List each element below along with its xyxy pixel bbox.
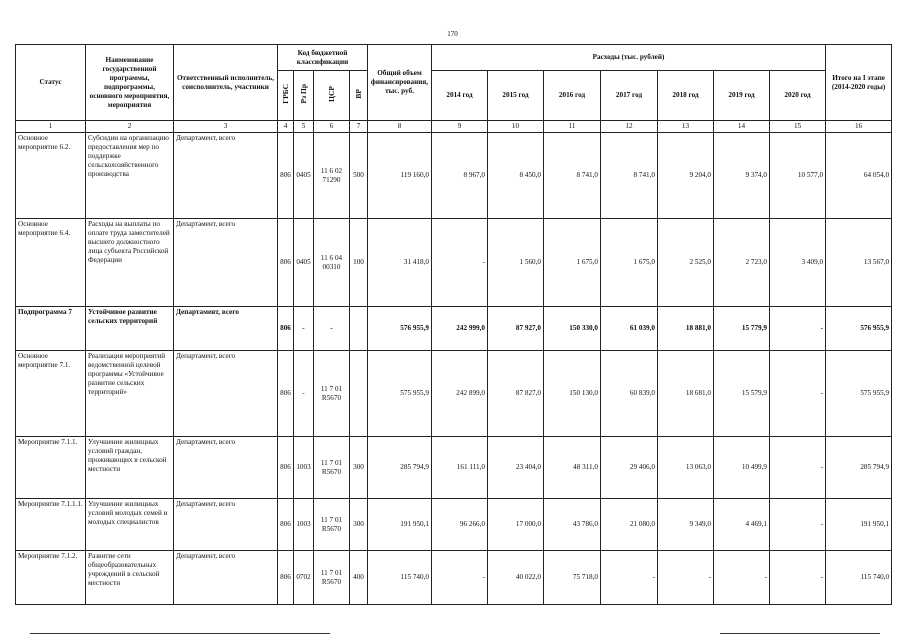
row-grbs: 806 xyxy=(278,351,294,437)
row-2017: - xyxy=(601,551,658,605)
table-row xyxy=(16,437,892,499)
row-grbs: 806 xyxy=(278,499,294,551)
row-total: 191 950,1 xyxy=(368,499,432,551)
header-year: 2016 год xyxy=(544,71,601,121)
row-2018: 18 881,0 xyxy=(658,307,714,351)
row-2014: 242 999,0 xyxy=(432,307,488,351)
budget-table xyxy=(15,44,892,605)
table-body xyxy=(16,133,892,605)
row-vr xyxy=(350,307,368,351)
row-2016: 150 330,0 xyxy=(544,307,601,351)
row-rzpr: 0405 xyxy=(294,133,314,219)
row-2014: 96 266,0 xyxy=(432,499,488,551)
row-status: Основное мероприятие 6.2. xyxy=(16,133,86,219)
header-expenses: Расходы (тыс. рублей) xyxy=(432,45,826,71)
row-2015: 1 560,0 xyxy=(488,219,544,307)
row-total: 119 160,0 xyxy=(368,133,432,219)
row-status: Мероприятие 7.1.1. xyxy=(16,437,86,499)
row-rzpr: 0405 xyxy=(294,219,314,307)
row-responsible: Департамент, всего xyxy=(174,437,278,499)
row-2020: - xyxy=(770,351,826,437)
row-vr: 400 xyxy=(350,551,368,605)
footer-rule-left xyxy=(30,633,330,634)
row-vr: 100 xyxy=(350,219,368,307)
row-status: Основное мероприятие 6.4. xyxy=(16,219,86,307)
column-number: 11 xyxy=(544,121,601,133)
column-number: 8 xyxy=(368,121,432,133)
row-2015: 23 404,0 xyxy=(488,437,544,499)
row-itogo: 115 740,0 xyxy=(826,551,892,605)
row-total: 575 955,9 xyxy=(368,351,432,437)
row-2015: 8 450,0 xyxy=(488,133,544,219)
row-itogo: 191 950,1 xyxy=(826,499,892,551)
row-2017: 21 080,0 xyxy=(601,499,658,551)
row-2020: - xyxy=(770,437,826,499)
table-row xyxy=(16,499,892,551)
row-itogo: 285 794,9 xyxy=(826,437,892,499)
column-number: 6 xyxy=(314,121,350,133)
row-status: Мероприятие 7.1.2. xyxy=(16,551,86,605)
header-year: 2019 год xyxy=(714,71,770,121)
row-2017: 8 741,0 xyxy=(601,133,658,219)
column-number: 16 xyxy=(826,121,892,133)
row-2015: 87 927,0 xyxy=(488,307,544,351)
row-csr: 11 6 02 71290 xyxy=(314,133,350,219)
row-grbs: 806 xyxy=(278,219,294,307)
header-grbs: ГРБС xyxy=(278,71,294,121)
row-responsible: Департамент, всего xyxy=(174,219,278,307)
row-2017: 29 406,0 xyxy=(601,437,658,499)
column-number: 3 xyxy=(174,121,278,133)
row-itogo: 64 054,0 xyxy=(826,133,892,219)
row-vr: 300 xyxy=(350,499,368,551)
row-2016: 1 675,0 xyxy=(544,219,601,307)
column-number: 4 xyxy=(278,121,294,133)
header-budget-code: Код бюджетной классификации xyxy=(278,45,368,71)
row-2018: 13 063,0 xyxy=(658,437,714,499)
row-responsible: Департамент, всего xyxy=(174,551,278,605)
row-total: 115 740,0 xyxy=(368,551,432,605)
row-vr xyxy=(350,351,368,437)
row-2018: - xyxy=(658,551,714,605)
row-2019: 10 499,9 xyxy=(714,437,770,499)
row-csr: 11 7 01 R5670 xyxy=(314,499,350,551)
row-itogo: 576 955,9 xyxy=(826,307,892,351)
row-2014: 8 967,0 xyxy=(432,133,488,219)
row-2020: 3 409,0 xyxy=(770,219,826,307)
row-2015: 40 022,0 xyxy=(488,551,544,605)
table-row xyxy=(16,133,892,219)
column-number: 14 xyxy=(714,121,770,133)
row-responsible: Департамент, всего xyxy=(174,499,278,551)
table-row xyxy=(16,307,892,351)
row-name: Субсидии на организацию предоставления мер по поддержке сельскохозяйственного производства xyxy=(86,133,174,219)
row-csr: 11 7 01 R5670 xyxy=(314,351,350,437)
header-responsible: Ответственный исполнитель, соисполнитель, участники xyxy=(174,45,278,121)
column-number-row xyxy=(16,121,892,133)
header-year: 2020 год xyxy=(770,71,826,121)
row-grbs: 806 xyxy=(278,133,294,219)
row-csr: 11 6 04 00310 xyxy=(314,219,350,307)
column-number: 1 xyxy=(16,121,86,133)
row-rzpr: 1003 xyxy=(294,499,314,551)
row-2015: 87 827,0 xyxy=(488,351,544,437)
row-rzpr: 0702 xyxy=(294,551,314,605)
column-number: 15 xyxy=(770,121,826,133)
row-itogo: 13 567,0 xyxy=(826,219,892,307)
row-grbs: 806 xyxy=(278,437,294,499)
row-2016: 8 741,0 xyxy=(544,133,601,219)
row-status: Подпрограмма 7 xyxy=(16,307,86,351)
header-csr: ЦСР xyxy=(314,71,350,121)
row-2017: 1 675,0 xyxy=(601,219,658,307)
row-2019: 15 579,9 xyxy=(714,351,770,437)
row-2018: 9 204,0 xyxy=(658,133,714,219)
row-total: 576 955,9 xyxy=(368,307,432,351)
header-year: 2018 год xyxy=(658,71,714,121)
row-2018: 9 349,0 xyxy=(658,499,714,551)
row-2017: 61 039,0 xyxy=(601,307,658,351)
row-total: 31 418,0 xyxy=(368,219,432,307)
row-responsible: Департамент, всего xyxy=(174,351,278,437)
row-itogo: 575 955,9 xyxy=(826,351,892,437)
row-2019: 2 723,0 xyxy=(714,219,770,307)
row-2017: 60 839,0 xyxy=(601,351,658,437)
row-2019: - xyxy=(714,551,770,605)
row-2014: - xyxy=(432,219,488,307)
row-name: Улучшение жилищных условий граждан, проживающих в сельской местности xyxy=(86,437,174,499)
row-vr: 300 xyxy=(350,437,368,499)
table-header xyxy=(16,45,892,133)
row-rzpr: - xyxy=(294,351,314,437)
row-2016: 48 311,0 xyxy=(544,437,601,499)
row-vr: 500 xyxy=(350,133,368,219)
row-2015: 17 000,0 xyxy=(488,499,544,551)
row-2016: 75 718,0 xyxy=(544,551,601,605)
column-number: 13 xyxy=(658,121,714,133)
row-responsible: Департамент, всего xyxy=(174,307,278,351)
row-status: Основное мероприятие 7.1. xyxy=(16,351,86,437)
header-year: 2017 год xyxy=(601,71,658,121)
row-2014: 161 111,0 xyxy=(432,437,488,499)
footer-rule-right xyxy=(720,633,880,634)
header-status: Статус xyxy=(16,45,86,121)
row-2018: 2 525,0 xyxy=(658,219,714,307)
column-number: 2 xyxy=(86,121,174,133)
header-year: 2014 год xyxy=(432,71,488,121)
row-name: Реализация мероприятий ведомственной целевой программы «Устойчивое развитие сельских территорий» xyxy=(86,351,174,437)
row-name: Расходы на выплаты по оплате труда заместителей высшего должностного лица субъекта Российской Федерации xyxy=(86,219,174,307)
row-name: Устойчивое развитие сельских территорий xyxy=(86,307,174,351)
row-status: Мероприятие 7.1.1.1. xyxy=(16,499,86,551)
row-2019: 9 374,0 xyxy=(714,133,770,219)
column-number: 7 xyxy=(350,121,368,133)
row-name: Развитие сети общеобразовательных учреждений в сельской местности xyxy=(86,551,174,605)
row-name: Улучшение жилищных условий молодых семей и молодых специалистов xyxy=(86,499,174,551)
table-row xyxy=(16,551,892,605)
column-number: 12 xyxy=(601,121,658,133)
header-name: Наименование государственной программы, подпрограммы, основного мероприятия, мероприятия xyxy=(86,45,174,121)
column-number: 9 xyxy=(432,121,488,133)
row-csr: 11 7 01 R5670 xyxy=(314,551,350,605)
row-2019: 4 469,1 xyxy=(714,499,770,551)
row-2020: - xyxy=(770,307,826,351)
row-2018: 18 681,0 xyxy=(658,351,714,437)
row-2014: 242 899,0 xyxy=(432,351,488,437)
row-total: 285 794,9 xyxy=(368,437,432,499)
column-number: 5 xyxy=(294,121,314,133)
row-2020: - xyxy=(770,499,826,551)
table-row xyxy=(16,351,892,437)
row-2016: 150 130,0 xyxy=(544,351,601,437)
table-row xyxy=(16,219,892,307)
column-number: 10 xyxy=(488,121,544,133)
row-rzpr: - xyxy=(294,307,314,351)
row-2014: - xyxy=(432,551,488,605)
row-grbs: 806 xyxy=(278,551,294,605)
page-number: 170 xyxy=(447,30,458,38)
row-responsible: Департамент, всего xyxy=(174,133,278,219)
row-grbs: 806 xyxy=(278,307,294,351)
row-2020: - xyxy=(770,551,826,605)
row-2016: 43 786,0 xyxy=(544,499,601,551)
header-total-volume: Общий объем финансирования, тыс. руб. xyxy=(368,45,432,121)
row-2020: 10 577,0 xyxy=(770,133,826,219)
row-rzpr: 1003 xyxy=(294,437,314,499)
header-rzpr: Рз Пр xyxy=(294,71,314,121)
header-year: 2015 год xyxy=(488,71,544,121)
header-itogo: Итого на I этапе (2014-2020 годы) xyxy=(826,45,892,121)
row-2019: 15 779,9 xyxy=(714,307,770,351)
row-csr: - xyxy=(314,307,350,351)
row-csr: 11 7 01 R5670 xyxy=(314,437,350,499)
header-vr: ВР xyxy=(350,71,368,121)
